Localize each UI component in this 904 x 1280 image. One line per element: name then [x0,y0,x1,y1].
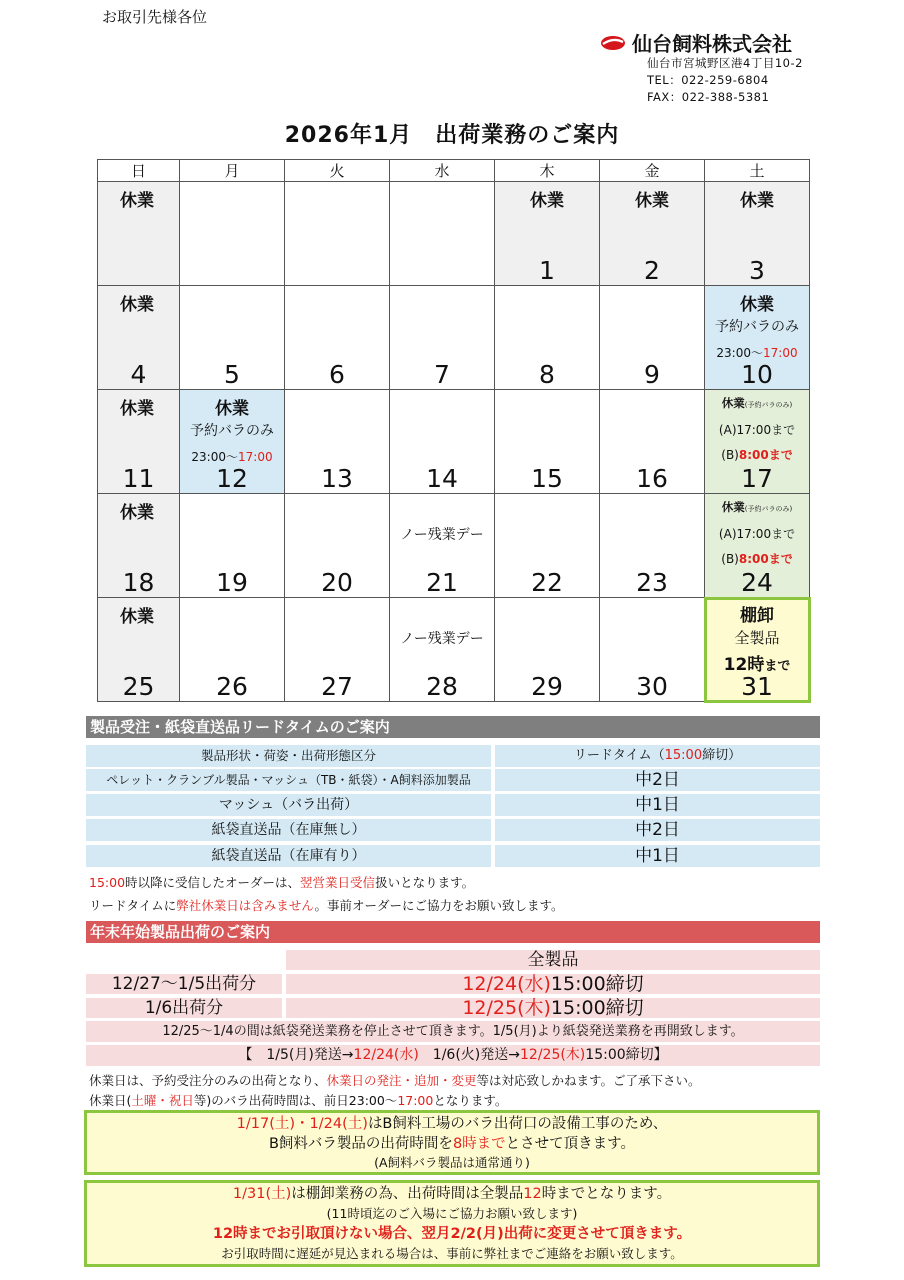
date-number: 11 [122,464,155,493]
newyear-row [86,998,820,1018]
calendar-week [98,286,810,390]
calendar-week [98,598,810,702]
calendar-day-28 [390,598,495,702]
leadtime-note-1: 15:00時以降に受信したオーダーは、翌営業日受信扱いとなります。 [89,875,475,890]
no-overtime-label: ノー残業デー [400,527,484,543]
company-name-block [600,28,792,57]
calendar-day-empty [180,182,285,286]
newyear-bracket-notice: 【 1/5(月)発送→12/24(水) 1/6(火)発送→12/25(木)15:00締切】 [86,1045,820,1066]
calendar-day-25 [98,598,180,702]
newyear-row [86,974,820,994]
closed-label: 休業 [120,191,154,211]
calendar-day-1 [495,182,600,286]
leadtime-row [86,794,820,816]
closed-label: 休業 [635,191,669,211]
notice2-line4: お引取時間に遅延が見込まれる場合は、事前に弊社までご連絡をお願い致します。 [221,1246,683,1261]
calendar-day-24 [705,494,810,598]
date-number: 14 [426,464,458,493]
date-number: 22 [531,568,563,597]
calendar-week [98,390,810,494]
newyear-heading: 年末年始製品出荷のご案内 [86,921,820,943]
date-number: 24 [741,568,773,597]
leadtime-row-value: 中1日 [495,794,820,816]
calendar-day-30 [600,598,705,702]
calendar-week [98,494,810,598]
until-12-label: 12時まで [723,655,791,675]
date-number: 8 [539,360,555,389]
date-number: 1 [539,256,555,285]
date-number: 10 [741,360,773,389]
leadtime-row [86,819,820,841]
calendar-day-18 [98,494,180,598]
weekday-sun: 日 [98,160,180,182]
calendar-day-26 [180,598,285,702]
weekday-thu: 木 [495,160,600,182]
calendar-day-5 [180,286,285,390]
calendar-day-29 [495,598,600,702]
all-products-label: 全製品 [734,629,780,647]
no-overtime-label: ノー残業デー [400,631,484,647]
weekday-header-row [98,160,810,182]
newyear-row-label: 12/27〜1/5出荷分 [86,974,282,994]
date-number: 7 [434,360,450,389]
time-b: (B)8:00まで [721,448,793,462]
date-number: 3 [749,256,765,285]
closed-bara-only: 休業(予約バラのみ) [721,500,793,514]
notice2-line3: 12時までお引取頂けない場合、翌月2/2(月)出荷に変更させて頂きます。 [212,1226,692,1242]
calendar-day-2 [600,182,705,286]
date-number: 5 [224,360,240,389]
newyear-row-deadline: 12/25(木)15:00締切 [286,998,820,1018]
calendar-day-8 [495,286,600,390]
date-number: 19 [216,568,248,597]
notice1-line1: 1/17(土)・1/24(土)はB飼料工場のバラ出荷口の設備工事のため、 [236,1116,668,1132]
bara-time: 23:00〜17:00 [191,450,273,464]
newyear-row-label: 1/6出荷分 [86,998,282,1018]
date-number: 27 [321,672,353,701]
newyear-note-3: 休業日は、予約受注分のみの出荷となり、休業日の発注・追加・変更等は対応致しかねます。ご了承下さい。 [89,1073,701,1088]
date-number: 28 [426,672,458,701]
leadtime-row-value: 中1日 [495,845,820,867]
calendar-day-23 [600,494,705,598]
tanaoroshi-label: 棚卸 [740,606,774,626]
company-logo-icon [600,35,626,51]
closed-label: 休業 [740,191,774,211]
date-number: 9 [644,360,660,389]
newyear-note-4: 休業日(土曜・祝日等)のバラ出荷時間は、前日23:00〜17:00となります。 [89,1093,508,1108]
weekday-mon: 月 [180,160,285,182]
date-number: 6 [329,360,345,389]
calendar-day-empty [98,182,180,286]
leadtime-row-label: マッシュ（バラ出荷） [86,794,491,816]
weekday-wed: 水 [390,160,495,182]
date-number: 18 [122,568,155,597]
notice-box-construction [84,1110,820,1175]
time-a: (A)17:00まで [718,423,796,437]
date-number: 31 [741,672,773,701]
notice2-line2: (11時頃迄のご入場にご協力お願い致します) [326,1206,578,1221]
calendar-day-7 [390,286,495,390]
calendar-day-3 [705,182,810,286]
closed-bara-only: 休業(予約バラのみ) [721,396,793,410]
leadtime-row-value: 中2日 [495,769,820,791]
bara-time: 23:00〜17:00 [716,346,798,360]
company-tel: TEL：022-259-6804 [647,73,769,87]
calendar-day-14 [390,390,495,494]
leadtime-row-label: ペレット・クランブル製品・マッシュ（TB・紙袋）・A飼料添加製品 [86,769,491,791]
notice1-line3: (A飼料バラ製品は通常通り) [374,1155,530,1170]
calendar-day-31 [705,598,810,702]
date-number: 2 [644,256,660,285]
weekday-tue: 火 [285,160,390,182]
calendar-day-20 [285,494,390,598]
date-number: 4 [130,360,147,389]
closed-label: 休業 [120,607,154,627]
calendar [97,159,810,702]
calendar-day-9 [600,286,705,390]
date-number: 21 [426,568,458,597]
calendar-day-6 [285,286,390,390]
calendar-day-17 [705,390,810,494]
calendar-day-22 [495,494,600,598]
calendar-day-21 [390,494,495,598]
leadtime-heading: 製品受注・紙袋直送品リードタイムのご案内 [86,716,820,738]
time-a: (A)17:00まで [718,527,796,541]
date-number: 16 [636,464,668,493]
leadtime-row-label: 紙袋直送品（在庫無し） [86,819,491,841]
closed-label: 休業 [120,295,154,315]
company-address: 仙台市宮城野区港4丁目10-2 [647,56,803,70]
calendar-day-12 [180,390,285,494]
time-b: (B)8:00まで [721,552,793,566]
calendar-day-19 [180,494,285,598]
date-number: 25 [122,672,155,701]
date-number: 12 [216,464,248,493]
notice1-line2: B飼料バラ製品の出荷時間を8時までとさせて頂きます。 [268,1136,636,1152]
weekday-fri: 金 [600,160,705,182]
leadtime-header-row [86,745,820,767]
addressee: お取引先様各位 [102,8,208,26]
notice2-line1: 1/31(土)は棚卸業務の為、出荷時間は全製品12時までとなります。 [232,1186,672,1202]
leadtime-col1-header: 製品形状・荷姿・出荷形態区分 [86,745,491,767]
calendar-day-15 [495,390,600,494]
newyear-col-header: 全製品 [286,950,820,970]
date-number: 20 [321,568,353,597]
leadtime-row [86,845,820,867]
calendar-week [98,182,810,286]
date-number: 29 [531,672,563,701]
date-number: 13 [321,464,353,493]
date-number: 15 [531,464,563,493]
date-number: 30 [636,672,668,701]
date-number: 26 [216,672,248,701]
leadtime-col2-header: リードタイム（15:00締切） [495,745,820,767]
date-number: 23 [636,568,668,597]
bara-only-label: 予約バラのみ [715,319,799,335]
company-fax: FAX：022-388-5381 [647,90,770,104]
weekday-sat: 土 [705,160,810,182]
newyear-stop-notice: 12/25〜1/4の間は紙袋発送業務を停止させて頂きます。1/5(月)より紙袋発送業務を再開致します。 [86,1021,820,1042]
newyear-row-deadline: 12/24(水)15:00締切 [286,974,820,994]
closed-label: 休業 [740,295,774,315]
leadtime-row-value: 中2日 [495,819,820,841]
calendar-day-10 [705,286,810,390]
closed-label: 休業 [120,503,154,523]
company-name: 仙台飼料株式会社 [632,32,792,56]
newyear-header-row [86,950,820,970]
calendar-day-empty [285,182,390,286]
bara-only-label: 予約バラのみ [190,423,274,439]
leadtime-row [86,769,820,791]
closed-label: 休業 [215,399,249,419]
date-number: 17 [741,464,773,493]
calendar-day-16 [600,390,705,494]
closed-label: 休業 [120,399,154,419]
calendar-day-13 [285,390,390,494]
calendar-day-27 [285,598,390,702]
calendar-day-empty [390,182,495,286]
leadtime-note-2: リードタイムに弊社休業日は含みません。事前オーダーにご協力をお願い致します。 [89,898,564,913]
page-title: 2026年1月 出荷業務のご案内 [284,123,620,148]
calendar-day-4 [98,286,180,390]
calendar-day-11 [98,390,180,494]
closed-label: 休業 [530,191,564,211]
leadtime-row-label: 紙袋直送品（在庫有り） [86,845,491,867]
notice-box-tanaoroshi [84,1180,820,1267]
